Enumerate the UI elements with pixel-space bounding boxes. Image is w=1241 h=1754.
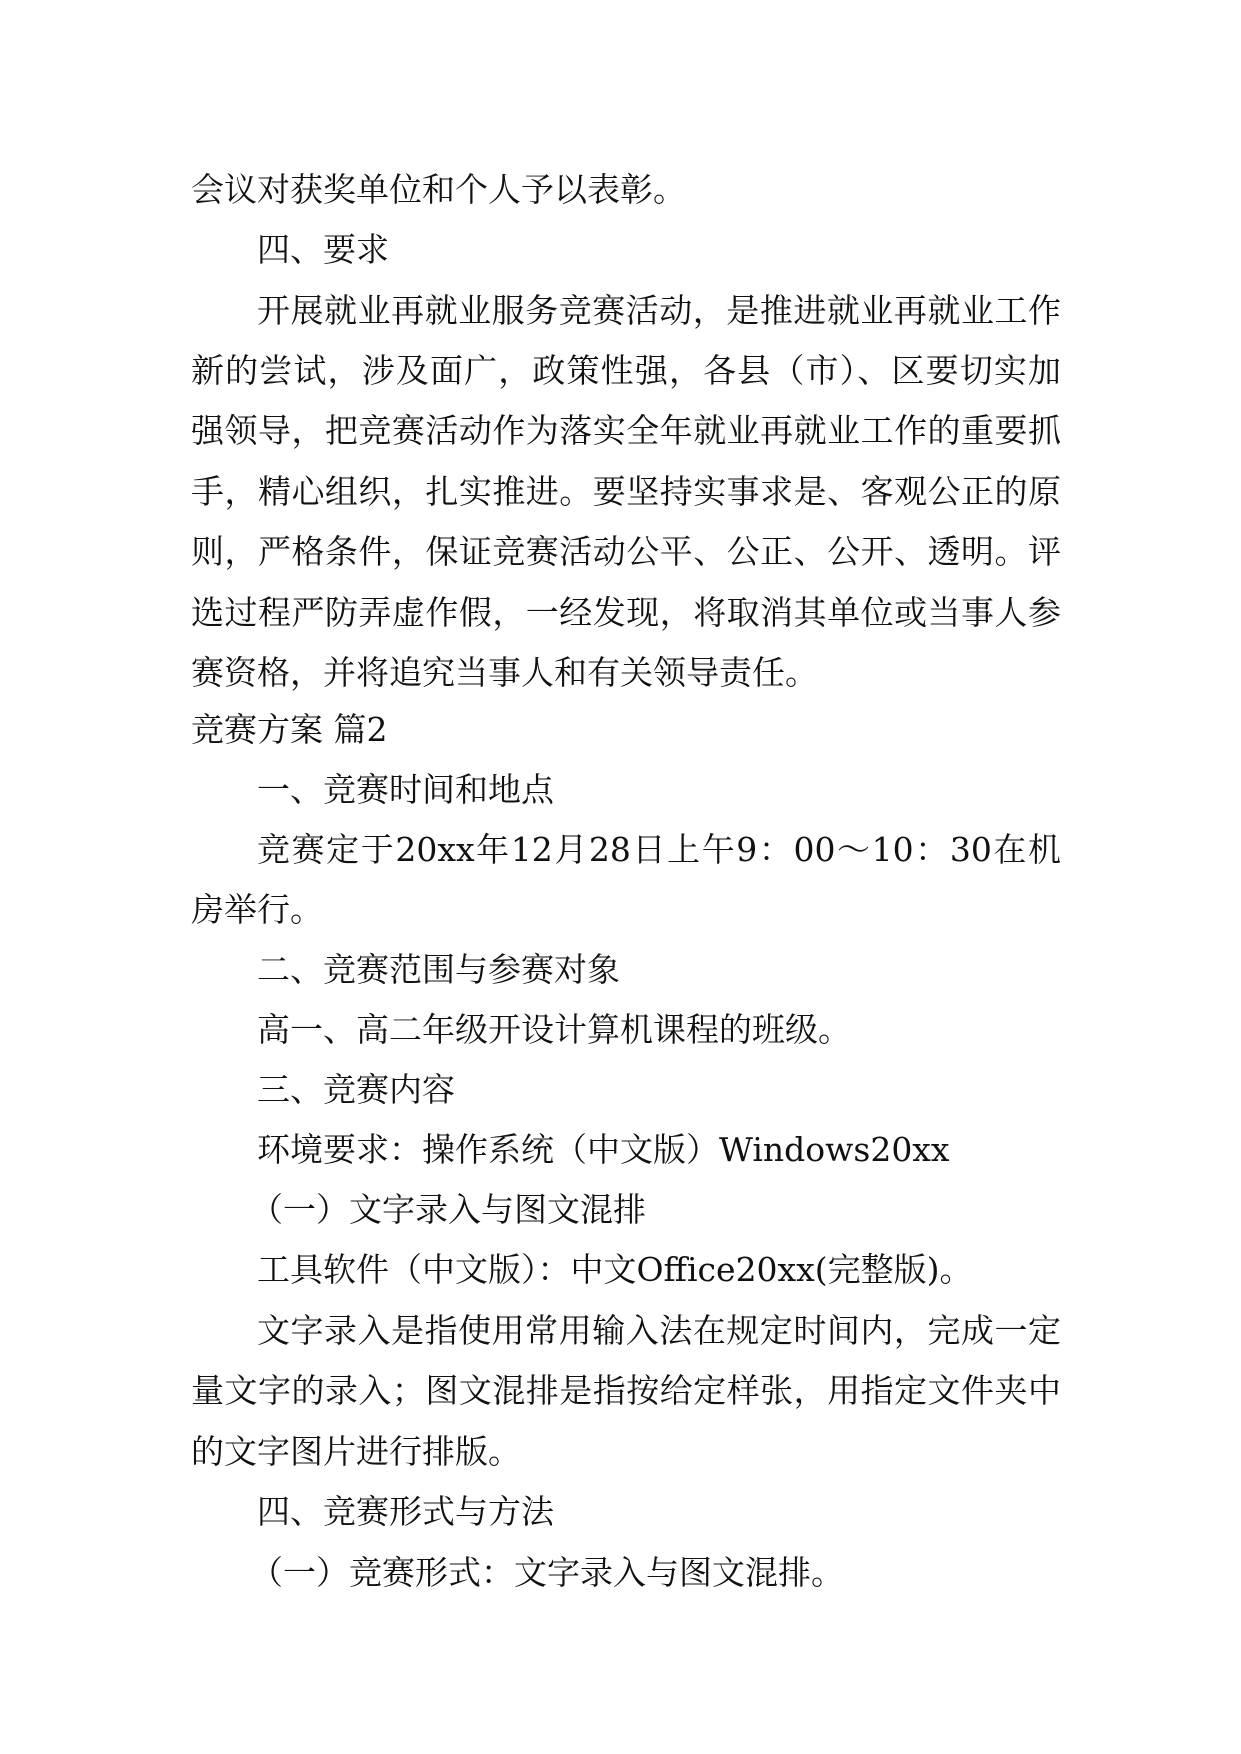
paragraph-line: 新的尝试，涉及面广，政策性强，各县（市）、区要切实加 [191, 351, 1061, 390]
paragraph-line: 选过程严防弄虚作假，一经发现，将取消其单位或当事人参 [191, 593, 1061, 632]
paragraph-line: 赛资格，并将追究当事人和有关领导责任。 [191, 653, 818, 692]
paragraph-line: 房举行。 [191, 890, 323, 929]
paragraph-line: 开展就业再就业服务竞赛活动，是推进就业再就业工作 [257, 291, 1061, 330]
paragraph-line: 则，严格条件，保证竞赛活动公平、公正、公开、透明。评 [191, 532, 1061, 571]
section-heading: 四、竞赛形式与方法 [257, 1492, 554, 1531]
paragraph-line: 强领导，把竞赛活动作为落实全年就业再就业工作的重要抓 [191, 411, 1061, 450]
section-heading: 一、竞赛时间和地点 [257, 770, 554, 809]
paragraph-line: 的文字图片进行排版。 [191, 1432, 521, 1471]
section-heading: 二、竞赛范围与参赛对象 [257, 950, 620, 989]
document-section-title: 竞赛方案 篇2 [191, 710, 388, 749]
subsection-heading: （一）竞赛形式：文字录入与图文混排。 [250, 1553, 844, 1592]
paragraph-line: 会议对获奖单位和个人予以表彰。 [191, 170, 686, 209]
section-heading: 四、要求 [257, 230, 389, 269]
paragraph-line: 量文字的录入；图文混排是指按给定样张，用指定文件夹中 [191, 1371, 1061, 1410]
subsection-heading: （一）文字录入与图文混排 [250, 1190, 646, 1229]
paragraph-line: 工具软件（中文版）：中文Office20xx(完整版)。 [257, 1250, 973, 1289]
paragraph-line: 环境要求：操作系统（中文版）Windows20xx [257, 1130, 950, 1169]
paragraph-line: 竞赛定于20xx年12月28日上午9：00～10：30在机 [257, 830, 1061, 869]
section-heading: 三、竞赛内容 [257, 1070, 455, 1109]
paragraph-line: 文字录入是指使用常用输入法在规定时间内，完成一定 [257, 1311, 1061, 1350]
paragraph-line: 手，精心组织，扎实推进。要坚持实事求是、客观公正的原 [191, 472, 1061, 511]
paragraph-line: 高一、高二年级开设计算机课程的班级。 [257, 1010, 851, 1049]
